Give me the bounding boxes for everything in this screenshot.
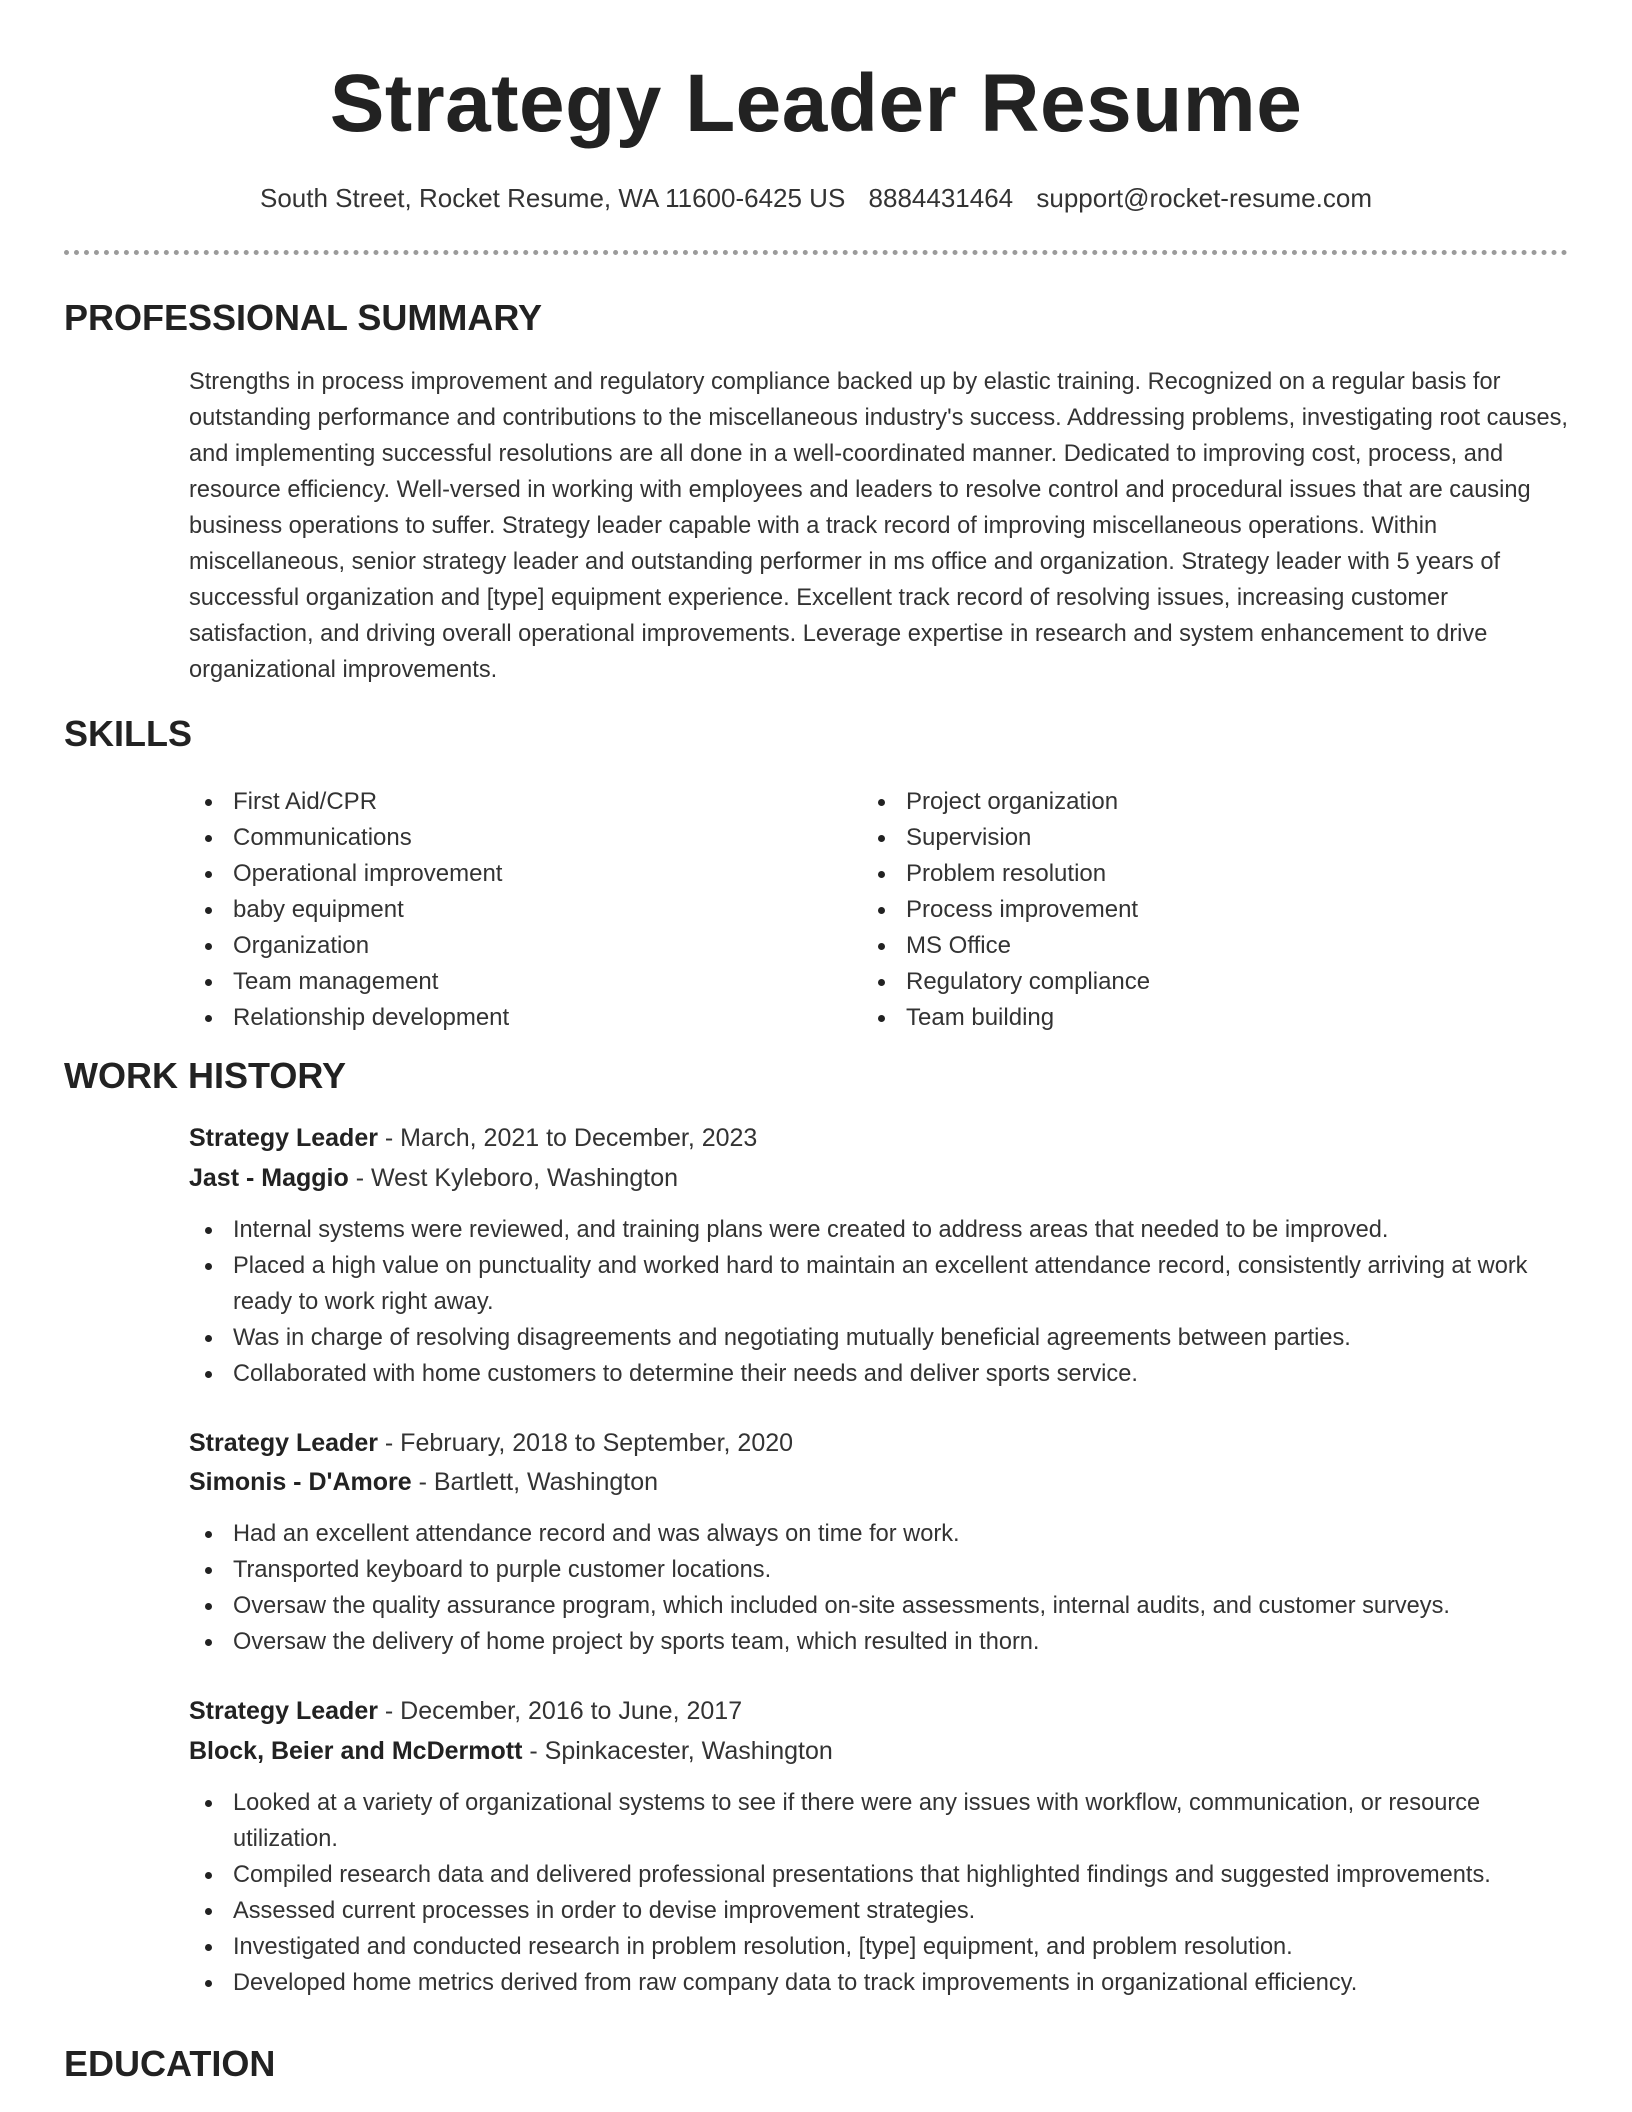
job-bullet: Transported keyboard to purple customer locations. bbox=[189, 1552, 1574, 1588]
job-bullet: Looked at a variety of organizational systems to see if there were any issues with workflow, communication, or resource utilization. bbox=[189, 1785, 1574, 1857]
job-bullet: Had an excellent attendance record and was always on time for work. bbox=[189, 1516, 1574, 1552]
job-bullets bbox=[189, 1785, 1574, 2001]
job-company-line bbox=[189, 1158, 678, 1198]
job-title-line bbox=[189, 1423, 793, 1463]
contact-address: South Street, Rocket Resume, WA 11600-6425 US bbox=[259, 183, 846, 213]
job-bullet: Collaborated with home customers to determine their needs and deliver sports service. bbox=[189, 1356, 1574, 1392]
job-dates: - February, 2018 to September, 2020 bbox=[377, 1429, 794, 1457]
skill-item: First Aid/CPR bbox=[189, 784, 829, 820]
skill-item: Operational improvement bbox=[189, 856, 829, 892]
resume-title: Strategy Leader Resume bbox=[329, 58, 1303, 149]
contact-email: support@rocket-resume.com bbox=[1036, 183, 1372, 213]
contact-phone: 8884431464 bbox=[868, 183, 1014, 213]
skill-item: Organization bbox=[189, 928, 829, 964]
header-divider bbox=[64, 250, 1568, 255]
job-company-line bbox=[189, 1462, 658, 1502]
contact-line bbox=[0, 180, 1632, 216]
job-title-line bbox=[189, 1691, 742, 1731]
job-bullet: Compiled research data and delivered professional presentations that highlighted findings and suggested improvements. bbox=[189, 1857, 1574, 1893]
job-bullet: Investigated and conducted research in problem resolution, [type] equipment, and problem resolution. bbox=[189, 1929, 1574, 1965]
skill-item: baby equipment bbox=[189, 892, 829, 928]
skill-item: Supervision bbox=[862, 820, 1562, 856]
job-role: Strategy Leader bbox=[189, 1697, 378, 1725]
job-location: - West Kyleboro, Washington bbox=[348, 1164, 679, 1192]
job-bullets bbox=[189, 1212, 1574, 1392]
skill-item: Problem resolution bbox=[862, 856, 1562, 892]
job-bullet: Oversaw the delivery of home project by sports team, which resulted in thorn. bbox=[189, 1624, 1574, 1660]
skill-item: Communications bbox=[189, 820, 829, 856]
section-title-skills: SKILLS bbox=[64, 713, 193, 754]
section-title-work: WORK HISTORY bbox=[64, 1055, 347, 1096]
job-bullet: Oversaw the quality assurance program, which included on-site assessments, internal audits, and customer surveys. bbox=[189, 1588, 1574, 1624]
skill-item: MS Office bbox=[862, 928, 1562, 964]
skill-item: Regulatory compliance bbox=[862, 964, 1562, 1000]
job-company: Jast - Maggio bbox=[189, 1164, 349, 1192]
skills-list-left bbox=[189, 784, 829, 1036]
section-title-summary: PROFESSIONAL SUMMARY bbox=[64, 297, 543, 338]
job-company-line bbox=[189, 1731, 833, 1771]
job-dates: - March, 2021 to December, 2023 bbox=[377, 1124, 758, 1152]
job-dates: - December, 2016 to June, 2017 bbox=[377, 1697, 743, 1725]
job-location: - Spinkacester, Washington bbox=[522, 1737, 833, 1765]
job-location: - Bartlett, Washington bbox=[411, 1468, 659, 1496]
skills-list-right bbox=[862, 784, 1562, 1036]
section-title-education: EDUCATION bbox=[64, 2043, 276, 2084]
skill-item: Process improvement bbox=[862, 892, 1562, 928]
job-bullet: Developed home metrics derived from raw company data to track improvements in organizational efficiency. bbox=[189, 1965, 1574, 2001]
skill-item: Relationship development bbox=[189, 1000, 829, 1036]
job-bullet: Assessed current processes in order to devise improvement strategies. bbox=[189, 1893, 1574, 1929]
job-company: Block, Beier and McDermott bbox=[189, 1737, 523, 1765]
job-bullets bbox=[189, 1516, 1574, 1660]
job-company: Simonis - D'Amore bbox=[189, 1468, 412, 1496]
job-bullet: Internal systems were reviewed, and training plans were created to address areas that needed to be improved. bbox=[189, 1212, 1574, 1248]
skill-item: Team management bbox=[189, 964, 829, 1000]
job-role: Strategy Leader bbox=[189, 1429, 378, 1457]
job-bullet: Placed a high value on punctuality and worked hard to maintain an excellent attendance record, consistently arriving at work ready to work right away. bbox=[189, 1248, 1574, 1320]
job-role: Strategy Leader bbox=[189, 1124, 378, 1152]
skill-item: Team building bbox=[862, 1000, 1562, 1036]
job-bullet: Was in charge of resolving disagreements and negotiating mutually beneficial agreements between parties. bbox=[189, 1320, 1574, 1356]
summary-text: Strengths in process improvement and regulatory compliance backed up by elastic training. Recognized on a regular basis for outstanding performance and contributions to the miscellaneous industry's success. Addressing problems, investigating root causes, and implementing successful resolutions are all done in a well-coordinated manner. Dedicated to improving cost, process, and resource efficiency. Well-versed in working with employees and leaders to resolve control and procedural issues that are causing business operations to suffer. Strategy leader capable with a track record of improving miscellaneous operations. Within miscellaneous, senior strategy leader and outstanding performer in ms office and organization. Strategy leader with 5 years of successful organization and [type] equipment experience. Excellent track record of resolving issues, increasing customer satisfaction, and driving overall operational improvements. Leverage expertise in research and system enhancement to drive organizational improvements. bbox=[189, 369, 1568, 683]
job-title-line bbox=[189, 1118, 757, 1158]
skill-item: Project organization bbox=[862, 784, 1562, 820]
